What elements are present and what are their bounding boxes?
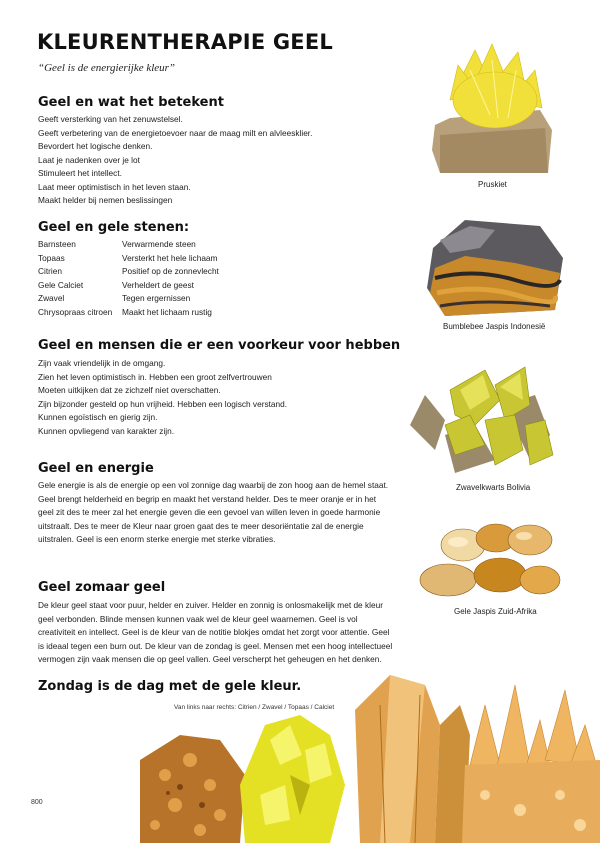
pruskiet-photo xyxy=(430,40,560,175)
list-item: Geeft versterking van het zenuwstelsel. xyxy=(38,114,183,124)
page-title: KLEURENTHERAPIE GEEL xyxy=(37,30,333,54)
list-item: Zijn bijzonder gesteld op hun vrijheid. Hebben een logisch verstand. xyxy=(38,398,288,409)
paragraph-zomaar: De kleur geel staat voor puur, helder en zuiver. Helder en zonnig is onlosmakelijk met de kleur geel verbonden. Blinde mensen kunnen vaak wel de kleur geel waarnemen. Geel is vol creativiteit en intellect. Geel is de kleur van de notitie blokjes omdat het zorgt voor attentie. Geel is ideaal tegen een burn out. De kleur van de zondag is geel. Mensen met een hoog intellectueel vermogen zijn vaak mensen die op geel vallen. Geel verscherpt het geheugen en het denken. xyxy=(38,600,393,665)
list-item: Laat je nadenken over je lot xyxy=(38,154,140,165)
stones-table xyxy=(36,238,221,319)
list-mensen xyxy=(38,357,287,438)
page-subtitle: “Geel is de energierijke kleur” xyxy=(38,62,176,74)
bumblebee-jaspis-photo xyxy=(425,218,565,318)
list-item: Maakt helder bij nemen beslissingen xyxy=(38,195,173,205)
list-item: Stimuleert het intellect. xyxy=(38,168,122,178)
zwavelkwarts-photo xyxy=(405,365,555,480)
heading-zomaar: Geel zomaar geel xyxy=(38,580,166,595)
caption-bumblebee: Bumblebee Jaspis Indonesië xyxy=(443,322,546,331)
stone-name: Barnsteen xyxy=(38,239,76,249)
stones-strip-photo xyxy=(140,665,600,843)
list-item: Geeft verbetering van de energietoevoer naar de maag milt en alvleesklier. xyxy=(38,127,313,138)
stone-name: Zwavel xyxy=(38,293,65,303)
stone-name: Chrysopraas citroen xyxy=(38,306,113,317)
list-item: Zijn vaak vriendelijk in de omgang. xyxy=(38,358,166,368)
zwavel-photo xyxy=(240,715,345,843)
list-item: Bevordert het logische denken. xyxy=(38,141,153,151)
list-item: Zien het leven optimistisch in. Hebben een groot zelfvertrouwen xyxy=(38,371,272,382)
paragraph-energie: Gele energie is als de energie op een vol zonnige dag waarbij de zon hoog aan de hemel staat. Geel brengt helderheid en begrip en maakt het verstand helder. Des te meer oranje er in het geel zit des te meer zal het energie geven die een gevoel van willen leven in goede harmonie uitstraalt. Des te meer de Kleur naar groen gaat des te meer desoriëntatie zal de energie uitstralen. Geel is een enorm sterke energie met sterke vibraties. xyxy=(38,480,389,545)
caption-zwavelkwarts: Zwavelkwarts Bolivia xyxy=(456,483,531,492)
list-betekent xyxy=(38,113,312,208)
stone-effect: Verheldert de geest xyxy=(122,279,194,290)
table-row xyxy=(36,238,221,252)
list-item: Moeten uitkijken dat ze zichzelf niet overschatten. xyxy=(38,385,221,395)
photo-footnote: Van links naar rechts: Citrien / Zwavel / Topaas / Calciet xyxy=(174,704,335,711)
stone-name: Gele Calciet xyxy=(38,279,84,290)
list-item: Kunnen egoïstisch en gierig zijn. xyxy=(38,412,158,422)
caption-pruskiet: Pruskiet xyxy=(478,180,507,189)
table-row xyxy=(36,279,221,293)
table-row xyxy=(36,265,221,279)
heading-stenen: Geel en gele stenen: xyxy=(38,220,190,235)
heading-betekent: Geel en wat het betekent xyxy=(38,95,224,110)
stone-effect: Positief op de zonnevlecht xyxy=(122,266,219,276)
table-row xyxy=(36,252,221,266)
stone-effect: Maakt het lichaam rustig xyxy=(122,306,212,317)
heading-mensen: Geel en mensen die er een voorkeur voor hebben xyxy=(38,338,401,353)
stone-name: Citrien xyxy=(38,266,62,276)
heading-zondag: Zondag is de dag met de gele kleur. xyxy=(38,679,302,694)
table-row xyxy=(36,292,221,306)
citrien-photo xyxy=(140,735,245,843)
list-item: Laat meer optimistisch in het leven staan. xyxy=(38,181,191,192)
page-number: 800 xyxy=(31,799,43,806)
stone-effect: Tegen ergernissen xyxy=(122,293,191,303)
stone-effect: Verwarmende steen xyxy=(122,239,196,249)
gele-jaspis-photo xyxy=(418,520,563,602)
caption-gele-jaspis: Gele Jaspis Zuid-Afrika xyxy=(454,607,537,616)
list-item: Kunnen opvliegend van karakter zijn. xyxy=(38,425,175,436)
calciet-photo xyxy=(462,685,600,843)
stone-effect: Versterkt het hele lichaam xyxy=(122,252,218,263)
heading-energie: Geel en energie xyxy=(38,461,154,476)
topaas-photo xyxy=(355,675,470,843)
table-row xyxy=(36,306,221,320)
stone-name: Topaas xyxy=(38,252,65,263)
